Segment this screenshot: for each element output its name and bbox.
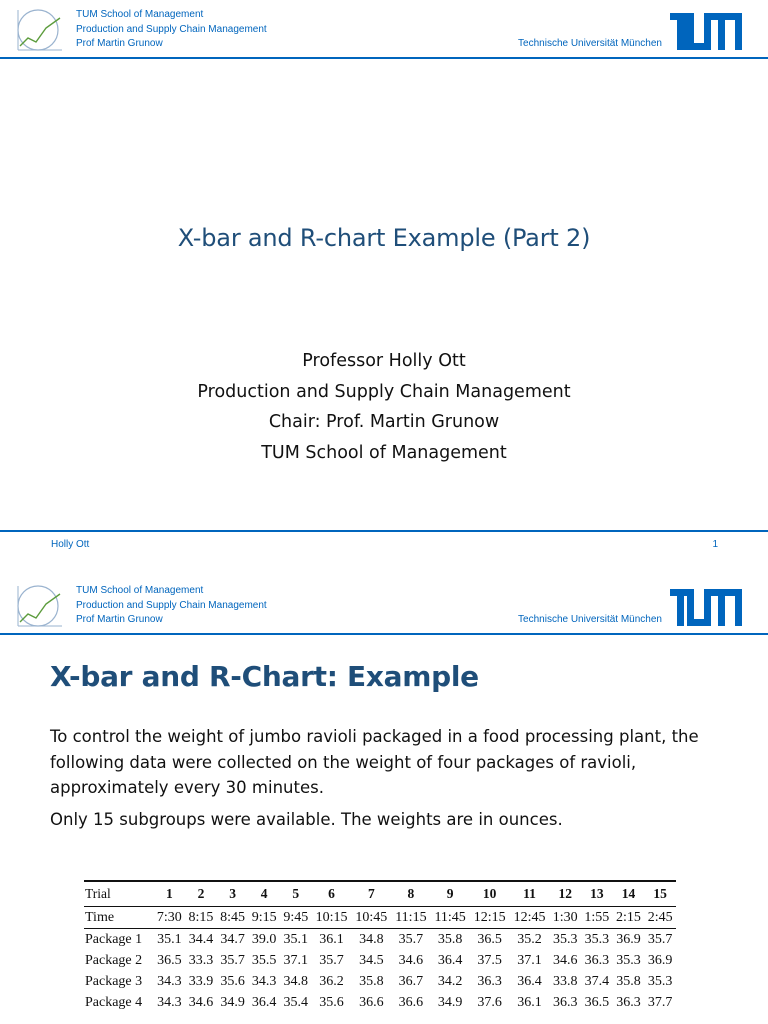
table-cell: 35.3 bbox=[552, 931, 578, 947]
trial-number: 14 bbox=[621, 886, 636, 901]
trial-number: 11 bbox=[523, 886, 536, 901]
table-cell: 35.3 bbox=[616, 952, 641, 968]
table-cell: 35.5 bbox=[251, 952, 277, 968]
presenter-school: TUM School of Management bbox=[261, 442, 507, 463]
tum-logo-icon bbox=[670, 589, 742, 626]
table-cell: 35.1 bbox=[283, 931, 309, 947]
table-cell: 11:45 bbox=[431, 907, 470, 929]
table-cell: 37.4 bbox=[584, 973, 610, 989]
table-cell: 36.4 bbox=[437, 952, 463, 968]
presenter-info bbox=[0, 346, 768, 468]
table-cell: 36.9 bbox=[647, 952, 673, 968]
header-chair: Production and Supply Chain Management bbox=[76, 23, 267, 35]
table-cell: 36.6 bbox=[359, 994, 384, 1010]
table-cell: 1:30 bbox=[549, 907, 581, 929]
chart-logo-icon bbox=[14, 6, 66, 54]
table-cell: 36.3 bbox=[584, 952, 610, 968]
table-header-row bbox=[84, 881, 676, 907]
trial-number: 13 bbox=[590, 886, 604, 901]
slide-separator bbox=[0, 562, 768, 576]
chart-logo-icon bbox=[14, 582, 66, 630]
header-professor: Prof Martin Grunow bbox=[76, 38, 163, 49]
row-label: Package 3 bbox=[85, 973, 143, 989]
table-cell: 35.6 bbox=[319, 994, 344, 1010]
table-cell: 36.3 bbox=[477, 973, 502, 989]
table-cell: 37.1 bbox=[283, 952, 309, 968]
table-cell: 37.1 bbox=[517, 952, 542, 968]
trial-number: 6 bbox=[328, 886, 335, 901]
header-professor: Prof Martin Grunow bbox=[76, 614, 163, 625]
table-cell: 1:55 bbox=[581, 907, 613, 929]
row-label: Time bbox=[84, 907, 154, 929]
table-cell: 37.5 bbox=[477, 952, 502, 968]
table-cell: 12:45 bbox=[510, 907, 550, 929]
table-cell: 7:30 bbox=[154, 907, 186, 929]
table-row bbox=[84, 929, 676, 951]
table-cell: 34.5 bbox=[359, 952, 384, 968]
table-cell: 9:45 bbox=[280, 907, 312, 929]
trial-number: 12 bbox=[558, 886, 572, 901]
trial-number: 9 bbox=[446, 886, 454, 901]
header-school: TUM School of Management bbox=[76, 9, 204, 20]
trial-number: 4 bbox=[260, 886, 268, 901]
table-cell: 35.7 bbox=[319, 952, 344, 968]
trial-number: 15 bbox=[653, 886, 667, 901]
slide-heading: X-bar and R-Chart: Example bbox=[50, 660, 479, 693]
presenter-chair: Chair: Prof. Martin Grunow bbox=[268, 412, 500, 432]
table-cell: 33.8 bbox=[552, 973, 578, 989]
table-cell: 37.7 bbox=[647, 994, 673, 1010]
trial-number: 5 bbox=[292, 886, 300, 901]
table-cell: 36.5 bbox=[477, 931, 502, 947]
table-cell: 36.6 bbox=[398, 994, 424, 1010]
slide-body bbox=[50, 724, 730, 838]
table-cell: 34.8 bbox=[359, 931, 384, 947]
table-row bbox=[84, 992, 676, 1013]
trial-number: 1 bbox=[165, 886, 173, 901]
table-cell: 11:15 bbox=[391, 907, 430, 929]
header-rule bbox=[0, 633, 768, 635]
table-cell: 36.7 bbox=[398, 973, 424, 989]
presenter-department: Production and Supply Chain Management bbox=[197, 381, 571, 402]
table-cell: 37.6 bbox=[477, 994, 502, 1010]
header-lines bbox=[76, 8, 267, 52]
table-cell: 36.5 bbox=[157, 952, 182, 968]
table-cell: 8:45 bbox=[217, 907, 249, 929]
table-cell: 2:45 bbox=[644, 907, 676, 929]
table-row bbox=[84, 950, 676, 971]
table-cell: 35.7 bbox=[220, 952, 245, 968]
table-row bbox=[84, 971, 676, 992]
header-university: Technische Universität München bbox=[518, 614, 662, 625]
table-cell: 35.3 bbox=[584, 931, 610, 947]
table-cell: 35.7 bbox=[647, 931, 673, 947]
table-cell: 34.8 bbox=[283, 973, 309, 989]
weights-table bbox=[84, 880, 676, 1013]
table-cell: 35.8 bbox=[437, 931, 463, 947]
table-cell: 36.1 bbox=[319, 931, 344, 947]
table-cell: 2:15 bbox=[613, 907, 645, 929]
row-label: Package 2 bbox=[85, 952, 143, 968]
table-cell: 34.9 bbox=[220, 994, 245, 1010]
table-cell: 34.3 bbox=[157, 994, 182, 1010]
header-chair: Production and Supply Chain Management bbox=[76, 599, 267, 611]
table-cell: 34.3 bbox=[251, 973, 277, 989]
trial-header-label: Trial bbox=[85, 886, 111, 901]
table-cell: 34.6 bbox=[552, 952, 578, 968]
table-cell: 35.1 bbox=[157, 931, 182, 947]
table-cell: 36.3 bbox=[552, 994, 578, 1010]
header-university: Technische Universität München bbox=[518, 38, 662, 49]
body-paragraph: Only 15 subgroups were available. The weights are in ounces. bbox=[50, 809, 563, 829]
header-rule bbox=[0, 57, 768, 59]
table-cell: 36.5 bbox=[584, 994, 610, 1010]
table-cell: 35.4 bbox=[283, 994, 309, 1010]
table-body bbox=[84, 907, 676, 1014]
trial-number: 10 bbox=[482, 886, 497, 901]
table-cell: 8:15 bbox=[185, 907, 217, 929]
table-cell: 34.9 bbox=[437, 994, 463, 1010]
table-row bbox=[84, 907, 676, 929]
table-cell: 34.6 bbox=[398, 952, 424, 968]
row-label: Package 1 bbox=[85, 931, 143, 947]
table-cell: 10:45 bbox=[351, 907, 391, 929]
table-cell: 33.9 bbox=[188, 973, 214, 989]
trial-number: 7 bbox=[367, 886, 375, 901]
presenter-name: Professor Holly Ott bbox=[302, 351, 466, 371]
tum-logo-icon bbox=[670, 13, 742, 50]
table-cell: 10:15 bbox=[312, 907, 352, 929]
table-cell: 36.2 bbox=[319, 973, 344, 989]
footer-rule bbox=[0, 530, 768, 532]
table-cell: 36.1 bbox=[517, 994, 542, 1010]
table-cell: 35.8 bbox=[616, 973, 641, 989]
slide-title-heading: X-bar and R-chart Example (Part 2) bbox=[177, 224, 591, 252]
header-school: TUM School of Management bbox=[76, 585, 204, 596]
table-cell: 36.3 bbox=[616, 994, 641, 1010]
table-cell: 12:15 bbox=[470, 907, 510, 929]
table-cell: 34.4 bbox=[188, 931, 214, 947]
table-cell: 39.0 bbox=[251, 931, 277, 947]
table-cell: 35.7 bbox=[398, 931, 424, 947]
table-cell: 35.3 bbox=[647, 973, 673, 989]
table-cell: 36.9 bbox=[616, 931, 641, 947]
header-lines bbox=[76, 584, 267, 628]
table-cell: 33.3 bbox=[188, 952, 214, 968]
footer-author: Holly Ott bbox=[51, 539, 90, 550]
table-cell: 36.4 bbox=[517, 973, 542, 989]
table-cell: 36.4 bbox=[251, 994, 277, 1010]
slide-example bbox=[0, 576, 768, 1024]
trial-number: 8 bbox=[407, 886, 415, 901]
table-cell: 35.8 bbox=[359, 973, 384, 989]
table-cell: 9:15 bbox=[248, 907, 280, 929]
table-cell: 35.2 bbox=[517, 931, 542, 947]
table-cell: 35.6 bbox=[220, 973, 245, 989]
page-number: 1 bbox=[712, 539, 718, 550]
table-cell: 34.7 bbox=[220, 931, 245, 947]
trial-number: 2 bbox=[197, 886, 205, 901]
body-paragraph: To control the weight of jumbo ravioli packaged in a food processing plant, the following data were collected on the weight of four packages of ravioli, approximately every 30 minutes. bbox=[50, 727, 699, 797]
row-label: Package 4 bbox=[85, 994, 143, 1010]
trial-number: 3 bbox=[229, 886, 236, 901]
table-cell: 34.6 bbox=[188, 994, 214, 1010]
table-cell: 34.2 bbox=[437, 973, 463, 989]
table-cell: 34.3 bbox=[157, 973, 182, 989]
